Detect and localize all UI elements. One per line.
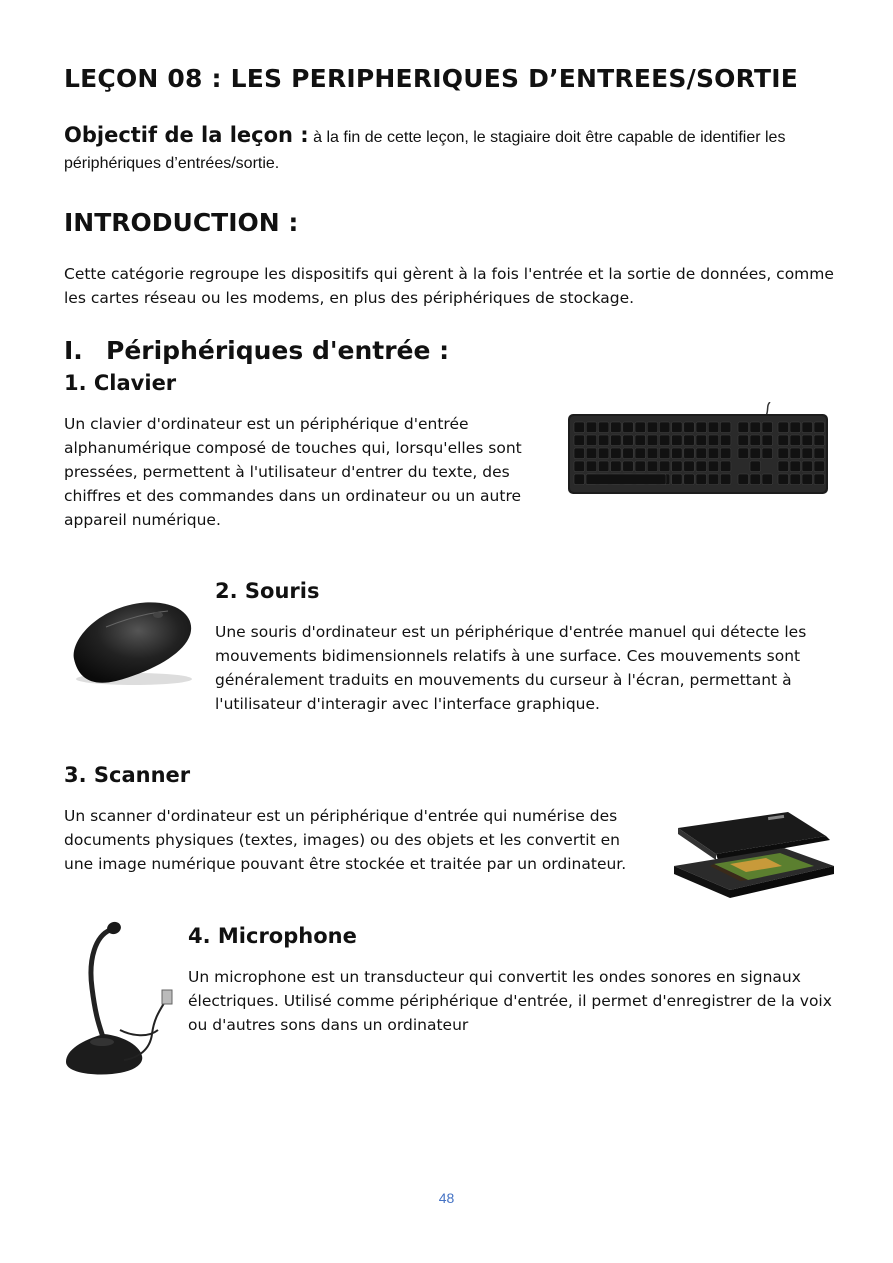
introduction-heading: INTRODUCTION :: [64, 208, 299, 237]
section-heading: [64, 336, 449, 365]
scanner-heading: 3. Scanner: [64, 763, 191, 787]
section-title: Périphériques d'entrée :: [106, 336, 450, 365]
scanner-image: [670, 806, 840, 902]
mouse-image: [66, 597, 196, 689]
scanner-text: Un scanner d'ordinateur est un périphérique d'entrée qui numérise des documents physiques (textes, images) ou des objets et les convertit en une image numérique pouvant être stockée et traitée par un ordinateur.: [64, 807, 627, 873]
lesson-objective: [64, 122, 844, 177]
objective-label: Objectif de la leçon :: [64, 123, 309, 147]
section-number: I.: [64, 336, 83, 365]
page-number: 48: [438, 1190, 455, 1206]
clavier-text: Un clavier d'ordinateur est un périphérique d'entrée alphanumérique composé de touches qui, lorsqu'elles sont pressées, permettent à l'utilisateur d'entrer du texte, des chiffres et des commandes dans un ordinateur ou un autre appareil numérique.: [64, 415, 522, 529]
microphone-heading: 4. Microphone: [188, 924, 357, 948]
introduction-text: Cette catégorie regroupe les dispositifs qui gèrent à la fois l'entrée et la sortie de données, comme les cartes réseau ou les modems, en plus des périphériques de stockage.: [64, 265, 834, 307]
souris-text: Une souris d'ordinateur est un périphérique d'entrée manuel qui détecte les mouvements bidimensionnels relatifs à une surface. Ces mouvements sont généralement traduits en mouvements du curseur à l'écran, permettant à l'utilisateur d'interagir avec l'interface graphique.: [215, 623, 807, 713]
lesson-title: LEÇON 08 : LES PERIPHERIQUES D’ENTREES/SORTIE: [64, 64, 798, 93]
souris-heading: 2. Souris: [215, 579, 320, 603]
microphone-image: [62, 918, 176, 1078]
microphone-text: Un microphone est un transducteur qui convertit les ondes sonores en signaux électriques. Utilisé comme périphérique d'entrée, il permet d'enregistrer de la voix ou d'autres sons dans un ordinateur: [188, 968, 832, 1034]
keyboard-image: [566, 402, 830, 498]
clavier-heading: 1. Clavier: [64, 371, 177, 395]
objective-text: à la fin de cette leçon, le stagiaire doit être capable de identifier les périphériques d’entrées/sortie.: [64, 129, 786, 172]
